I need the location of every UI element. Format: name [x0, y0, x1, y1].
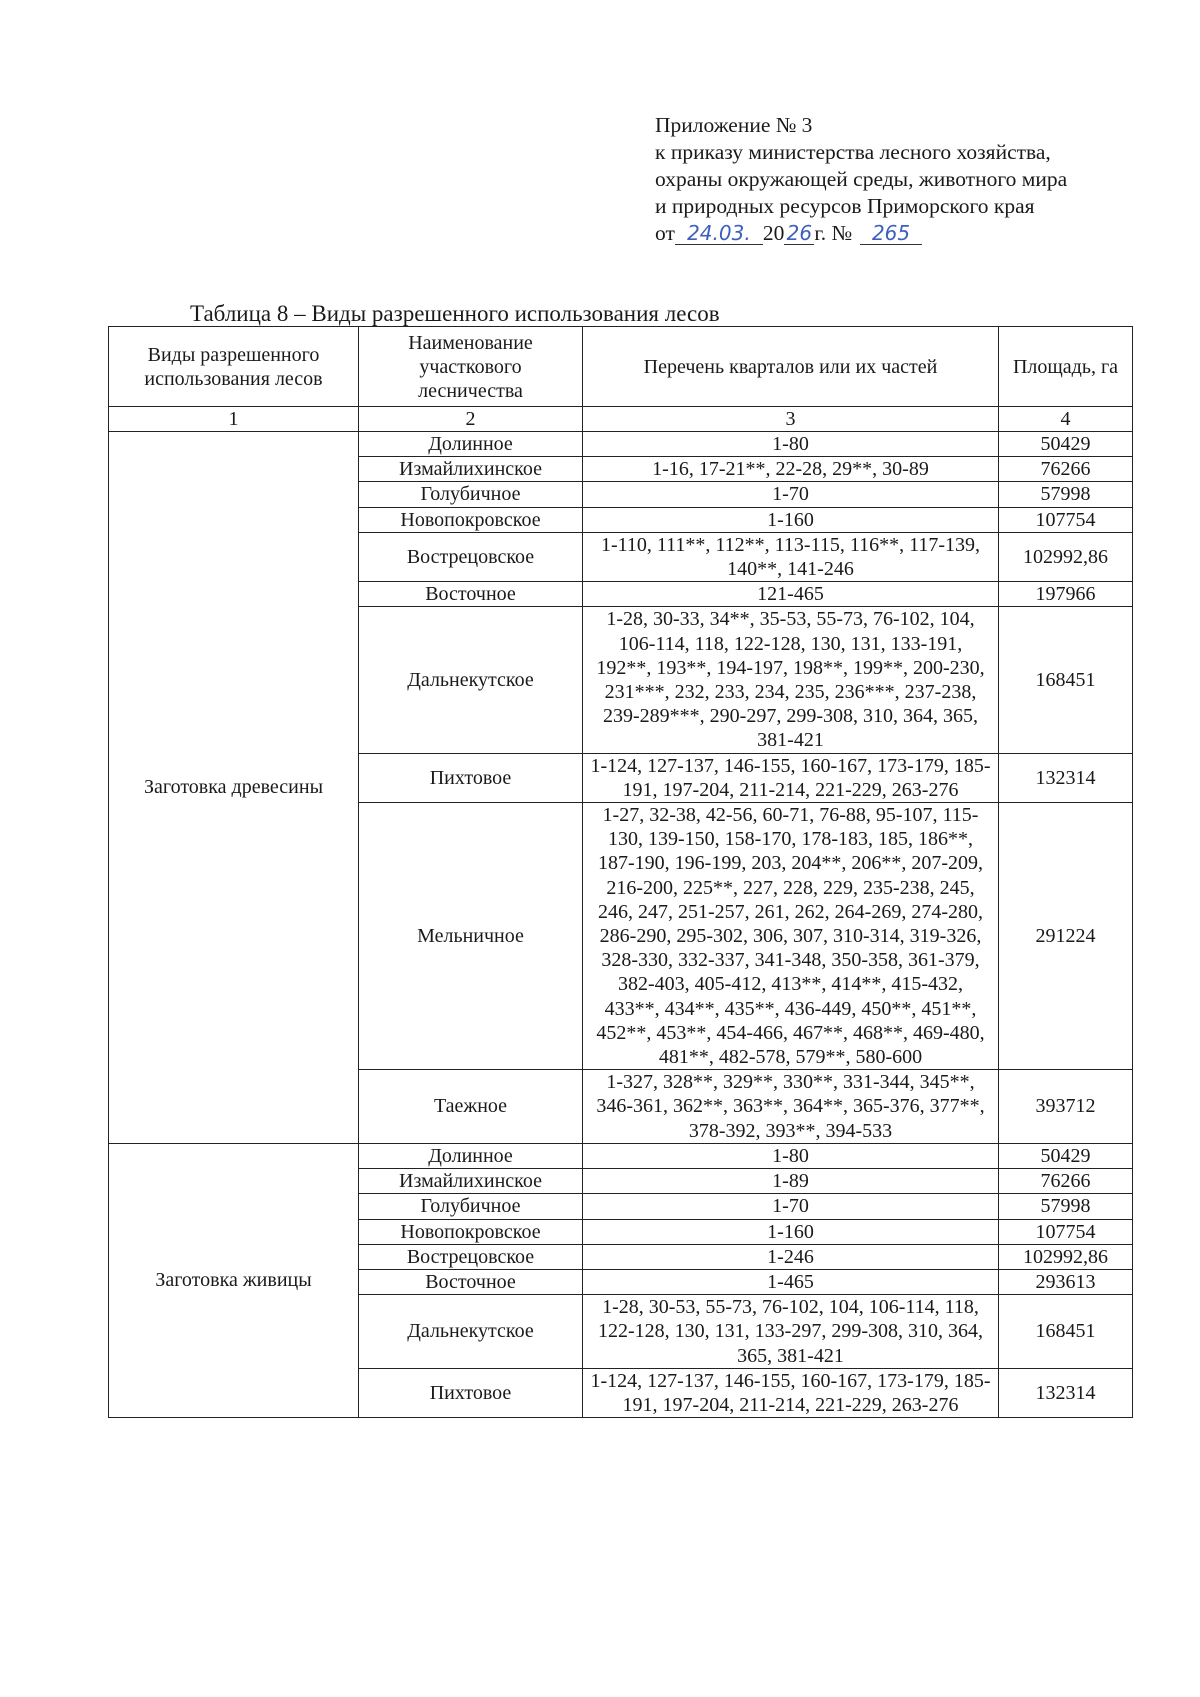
area-cell: 107754 [999, 1219, 1133, 1244]
area-cell: 76266 [999, 1169, 1133, 1194]
area-cell: 293613 [999, 1269, 1133, 1294]
column-header-forestry: Наименование участкового лесничества [359, 327, 583, 407]
table-header-row [109, 327, 1133, 407]
area-cell: 102992,86 [999, 532, 1133, 581]
year-prefix: 20 [762, 221, 785, 245]
area-cell: 102992,86 [999, 1244, 1133, 1269]
annex-header [655, 112, 1175, 247]
table-body [109, 432, 1133, 1418]
column-header-area: Площадь, га [999, 327, 1133, 407]
forestry-name-cell: Новопокровское [359, 507, 583, 532]
area-cell: 50429 [999, 432, 1133, 457]
forestry-name-cell: Пихтовое [359, 1368, 583, 1417]
area-cell: 393712 [999, 1070, 1133, 1144]
forestry-name-cell: Вострецовское [359, 1244, 583, 1269]
column-number-row [109, 407, 1133, 432]
quarters-cell: 1-28, 30-53, 55-73, 76-102, 104, 106-114, 118, 122-128, 130, 131, 133-297, 299-308, 310, 364, 365, 381-421 [583, 1295, 999, 1369]
quarters-cell: 1-160 [583, 1219, 999, 1244]
forestry-name-cell: Голубичное [359, 482, 583, 507]
area-cell: 50429 [999, 1143, 1133, 1168]
quarters-cell: 1-124, 127-137, 146-155, 160-167, 173-179, 185-191, 197-204, 211-214, 221-229, 263-276 [583, 1368, 999, 1417]
forestry-name-cell: Таежное [359, 1070, 583, 1144]
use-type-cell: Заготовка живицы [109, 1143, 359, 1417]
area-cell: 132314 [999, 753, 1133, 802]
forestry-name-cell: Долинное [359, 432, 583, 457]
forestry-name-cell: Мельничное [359, 803, 583, 1070]
area-cell: 168451 [999, 1295, 1133, 1369]
table-row [109, 1143, 1133, 1168]
column-number: 3 [583, 407, 999, 432]
quarters-cell: 1-465 [583, 1269, 999, 1294]
annex-region-line: и природных ресурсов Приморского края [655, 194, 1035, 218]
quarters-cell: 1-124, 127-137, 146-155, 160-167, 173-179, 185-191, 197-204, 211-214, 221-229, 263-276 [583, 753, 999, 802]
forestry-name-cell: Дальнекутское [359, 1295, 583, 1369]
quarters-cell: 1-110, 111**, 112**, 113-115, 116**, 117-139, 140**, 141-246 [583, 532, 999, 581]
handwritten-date: 24.03. [675, 222, 763, 245]
quarters-cell: 1-89 [583, 1169, 999, 1194]
column-number: 1 [109, 407, 359, 432]
quarters-cell: 1-80 [583, 432, 999, 457]
forestry-name-cell: Измайлихинское [359, 1169, 583, 1194]
quarters-cell: 1-70 [583, 482, 999, 507]
forestry-name-cell: Голубичное [359, 1194, 583, 1219]
quarters-cell: 1-16, 17-21**, 22-28, 29**, 30-89 [583, 457, 999, 482]
area-cell: 132314 [999, 1368, 1133, 1417]
annex-order-line: к приказу министерства лесного хозяйства, [655, 140, 1051, 164]
column-header-quarters: Перечень кварталов или их частей [583, 327, 999, 407]
area-cell: 57998 [999, 482, 1133, 507]
area-cell: 107754 [999, 507, 1133, 532]
forestry-name-cell: Долинное [359, 1143, 583, 1168]
forestry-name-cell: Восточное [359, 1269, 583, 1294]
year-suffix: г. № [814, 221, 853, 245]
quarters-cell: 1-28, 30-33, 34**, 35-53, 55-73, 76-102, 104, 106-114, 118, 122-128, 130, 131, 133-191, 192**, 193**, 194-197, 198**, 199**, 200-230, 231***, 232, 233, 234, 235, 236***, 237-238, 239-289***, 290-297, 299-308, 310, 364, 365, 381-421 [583, 607, 999, 753]
column-number: 4 [999, 407, 1133, 432]
quarters-cell: 1-160 [583, 507, 999, 532]
use-type-cell: Заготовка древесины [109, 432, 359, 1144]
quarters-cell: 1-246 [583, 1244, 999, 1269]
annex-title: Приложение № 3 [655, 113, 813, 137]
column-number: 2 [359, 407, 583, 432]
area-cell: 291224 [999, 803, 1133, 1070]
quarters-cell: 121-465 [583, 582, 999, 607]
area-cell: 57998 [999, 1194, 1133, 1219]
area-cell: 197966 [999, 582, 1133, 607]
table-row [109, 432, 1133, 457]
quarters-cell: 1-70 [583, 1194, 999, 1219]
handwritten-order-number: 265 [860, 222, 922, 245]
area-cell: 168451 [999, 607, 1133, 753]
table-caption: Таблица 8 – Виды разрешенного использования лесов [190, 301, 720, 326]
forestry-name-cell: Измайлихинское [359, 457, 583, 482]
forestry-name-cell: Восточное [359, 582, 583, 607]
quarters-cell: 1-327, 328**, 329**, 330**, 331-344, 345**, 346-361, 362**, 363**, 364**, 365-376, 377**, 378-392, 393**, 394-533 [583, 1070, 999, 1144]
forest-use-table [108, 326, 1133, 1418]
handwritten-year: 26 [784, 222, 814, 245]
quarters-cell: 1-80 [583, 1143, 999, 1168]
quarters-cell: 1-27, 32-38, 42-56, 60-71, 76-88, 95-107, 115-130, 139-150, 158-170, 178-183, 185, 186**, 187-190, 196-199, 203, 204**, 206**, 207-209, 216-200, 225**, 227, 228, 229, 235-238, 245, 246, 247, 251-257, 261, 262, 264-269, 274-280, 286-290, 295-302, 306, 307, 310-314, 319-326, 328-330, 332-337, 341-348, 350-358, 361-379, 382-403, 405-412, 413**, 414**, 415-432, 433**, 434**, 435**, 436-449, 450**, 451**, 452**, 453**, 454-466, 467**, 468**, 469-480, 481**, 482-578, 579**, 580-600 [583, 803, 999, 1070]
forestry-name-cell: Пихтовое [359, 753, 583, 802]
forestry-name-cell: Новопокровское [359, 1219, 583, 1244]
date-prefix: от [655, 221, 675, 245]
annex-ministry-line: охраны окружающей среды, животного мира [655, 167, 1068, 191]
annex-date-line [655, 220, 1175, 247]
forestry-name-cell: Дальнекутское [359, 607, 583, 753]
column-header-type: Виды разрешенного использования лесов [109, 327, 359, 407]
area-cell: 76266 [999, 457, 1133, 482]
forestry-name-cell: Вострецовское [359, 532, 583, 581]
